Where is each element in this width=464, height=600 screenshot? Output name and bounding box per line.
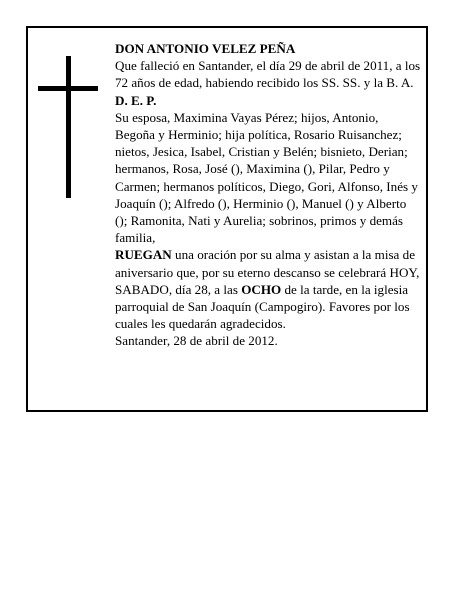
notice-text xyxy=(115,40,421,350)
cross-horizontal-bar xyxy=(38,86,98,91)
place-and-date: Santander, 28 de abril de 2012. xyxy=(115,333,278,349)
request-lead: RUEGAN xyxy=(115,247,172,263)
deceased-name: DON ANTONIO VELEZ PEÑA xyxy=(115,41,296,56)
mass-time: OCHO xyxy=(241,281,282,297)
family-list: Su esposa, Maximina Vayas Pérez; hijos, Antonio, Begoña y Herminio; hija política, Rosario Ruisanchez; nietos, Jesica, Isabel, Cristian y Belén; bisnieto, Derian; hermanos, Rosa, José (), Maximina (), Pilar, Pedro y Carmen; hermanos políticos, Diego, Gori, Alfonso, Inés y Joaquín (); Alfredo (), Herminio (), Manuel () y Alberto (); Ramonita, Nati y Aurelia; sobrinos, primos y demás familia, xyxy=(115,109,418,246)
mass-request xyxy=(115,246,421,332)
cross-vertical-bar xyxy=(66,56,71,198)
rest-in-peace: D. E. P. xyxy=(115,92,157,108)
death-announcement: Que falleció en Santander, el día 29 de abril de 2011, a los 72 años de edad, habiendo recibido los SS. SS. y la B. A. xyxy=(115,58,421,91)
request-text-after-time: de la tarde, en la iglesia parroquial de San Joaquín (Campogiro). Favores por los cuales les quedarán agradecidos. xyxy=(115,281,410,332)
death-notice xyxy=(26,26,428,412)
request-text-before-time: una oración por su alma y asistan a la misa de aniversario que, por su eterno descanso se celebrará HOY, SABADO, día 28, a las xyxy=(115,247,420,297)
